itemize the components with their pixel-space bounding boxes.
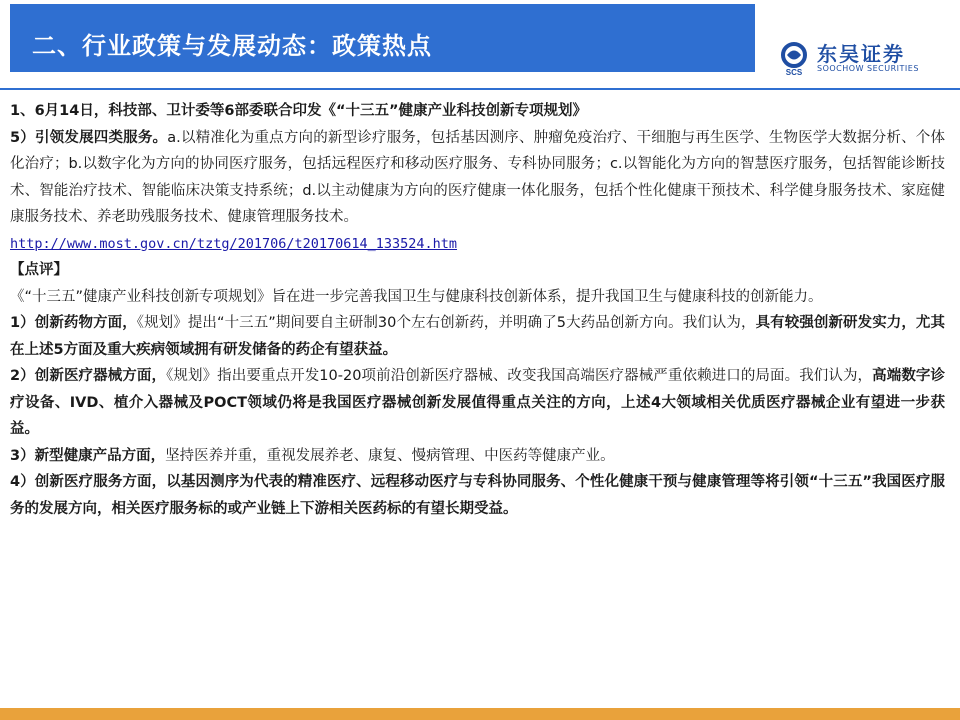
logo-english-name: SOOCHOW SECURITIES [817, 64, 919, 73]
review-item-2-body: 《规划》指出要重点开发10-20项前沿创新医疗器械、改变我国高端医疗器械严重依赖进口的局面。我们认为， [166, 368, 873, 384]
review-item-1-lead: 1）创新药物方面， [10, 315, 137, 331]
review-item-1-body: 《规划》提出“十三五”期间要自主研制30个左右创新药，并明确了5大药品创新方向。我们认为， [136, 315, 756, 331]
review-intro: 《“十三五”健康产业科技创新专项规划》旨在进一步完善我国卫生与健康科技创新体系，提升我国卫生与健康科技的创新能力。 [10, 288, 823, 305]
policy-lead: 5）引领发展四类服务。 [10, 129, 168, 146]
review-item-2-lead: 2）创新医疗器械方面， [10, 368, 167, 384]
header-banner [10, 4, 755, 72]
logo-chinese-name: 东吴证券 [817, 42, 905, 66]
policy-paragraph [10, 125, 945, 231]
review-item-1-conclusion: 具有较强创新研发实力，尤其在上述5方面及重大疾病领域拥有研发储备的药企有望获益。 [10, 315, 946, 358]
review-item-1 [10, 310, 945, 363]
document-body [10, 98, 945, 522]
logo-mark-text: SCS [785, 68, 803, 76]
review-heading: 【点评】 [10, 262, 68, 278]
page-title: 二、行业政策与发展动态：政策热点 [32, 32, 432, 60]
source-link[interactable]: http://www.most.gov.cn/tztg/201706/t20170614_133524.htm [10, 235, 458, 252]
soochow-logo-icon [777, 42, 811, 76]
header-divider [0, 88, 960, 90]
review-item-2 [10, 363, 945, 443]
review-item-3 [10, 443, 945, 470]
news-headline: 1、6月14日，科技部、卫计委等6部委联合印发《“十三五”健康产业科技创新专项规划》 [10, 103, 588, 119]
review-item-2-conclusion: 高端数字诊疗设备、IVD、植介入器械及POCT领域仍将是我国医疗器械创新发展值得重点关注的方向，上述4大领域相关优质医疗器械企业有望进一步获益。 [10, 368, 945, 437]
source-link-line [10, 231, 945, 258]
review-item-4: 4）创新医疗服务方面，以基因测序为代表的精准医疗、远程移动医疗与专科协同服务、个性化健康干预与健康管理等将引领“十三五”我国医疗服务的发展方向，相关医疗服务标的或产业链上下游相关医药标的有望长期受益。 [10, 474, 945, 517]
company-logo [777, 42, 952, 78]
footer-accent-bar [0, 708, 960, 720]
policy-body: a.以精准化为重点方向的新型诊疗服务，包括基因测序、肿瘤免疫治疗、干细胞与再生医学、生物医学大数据分析、个体化治疗；b.以数字化为方向的协同医疗服务，包括远程医疗和移动医疗服务、专科协同服务；c.以智能化为方向的智慧医疗服务，包括智能诊断技术、智能治疗技术、智能临床决策支持系统；d.以主动健康为方向的医疗健康一体化服务，包括个性化健康干预技术、科学健身服务技术、家庭健康服务技术、养老助残服务技术、健康管理服务技术。 [10, 129, 945, 225]
review-item-3-lead: 3）新型健康产品方面， [10, 447, 166, 464]
review-item-3-body: 坚持医养并重，重视发展养老、康复、慢病管理、中医药等健康产业。 [165, 447, 615, 464]
